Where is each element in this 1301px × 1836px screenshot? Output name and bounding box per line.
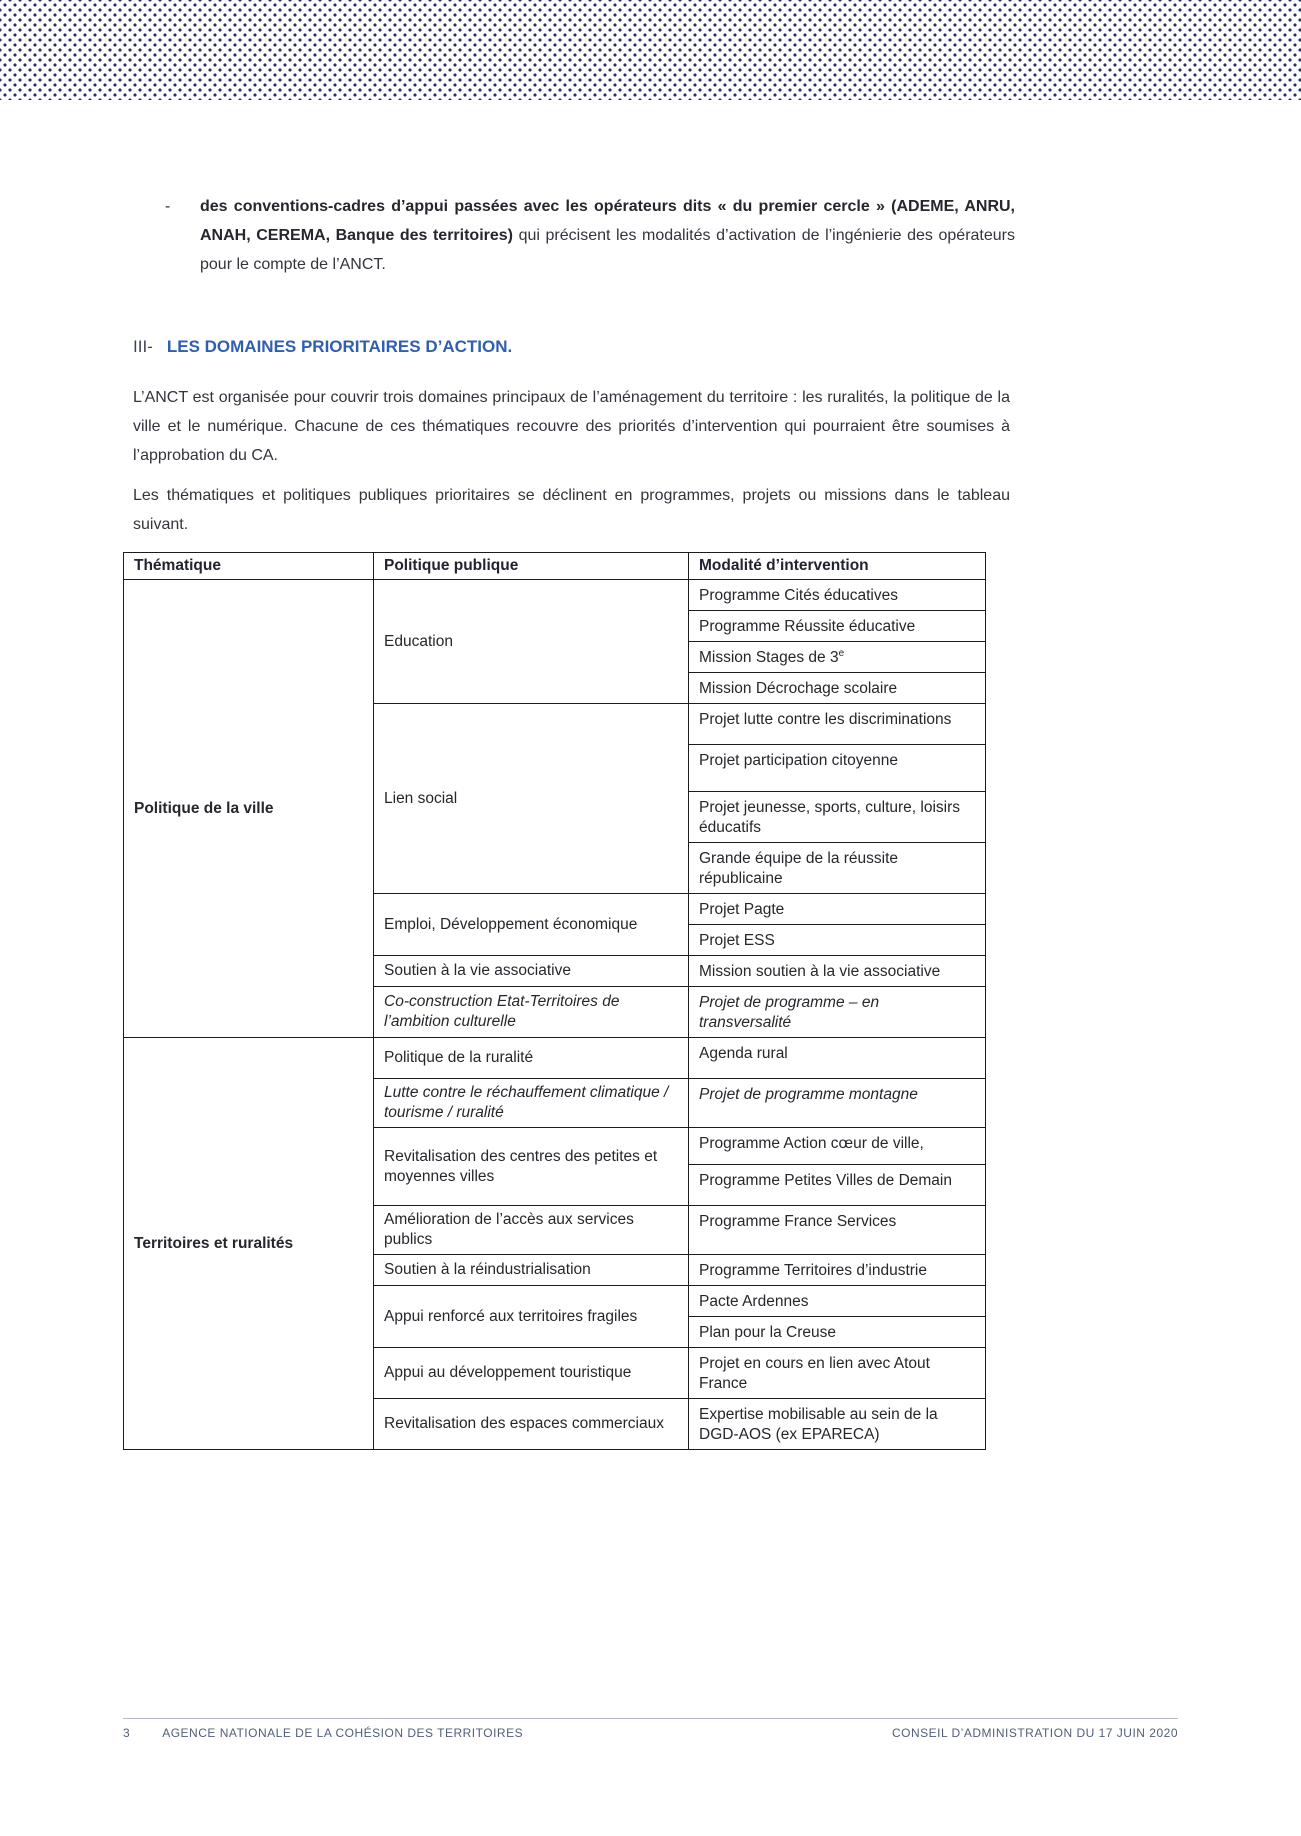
modality-cell: Grande équipe de la réussite républicaine: [689, 843, 986, 894]
policy-cell-education: Education: [374, 580, 689, 704]
section-title: LES DOMAINES PRIORITAIRES D’ACTION.: [166, 337, 513, 356]
page-number: 3: [123, 1726, 131, 1740]
policy-cell-ruralite: Politique de la ruralité: [374, 1038, 689, 1079]
modality-cell: [689, 642, 986, 673]
paragraph-table-lead: Les thématiques et politiques publiques prioritaires se déclinent en programmes, projets ou missions dans le tableau suivant.: [133, 487, 1010, 533]
table-header-row: [124, 553, 986, 580]
col-header-thematique: Thématique: [124, 553, 374, 580]
section-numeral: III-: [133, 337, 153, 356]
bullet-text-rest: qui précisent les modalités d’activation de l’ingénierie des opérateurs pour le compte de l’ANCT.: [200, 227, 1015, 273]
footer-left-text: AGENCE NATIONALE DE LA COHÉSION DES TERRITOIRES: [162, 1726, 524, 1740]
modality-cell: Expertise mobilisable au sein de la DGD-AOS (ex EPARECA): [689, 1399, 986, 1450]
priorities-table: [123, 552, 986, 1450]
footer-left: [123, 1726, 523, 1740]
modality-cell: Projet Pagte: [689, 894, 986, 925]
col-header-modalite: Modalité d’intervention: [689, 553, 986, 580]
policy-cell-revitalisation-centres: Revitalisation des centres des petites et moyennes villes: [374, 1128, 689, 1206]
modality-cell: Projet jeunesse, sports, culture, loisirs éducatifs: [689, 792, 986, 843]
theme-cell-territoires: Territoires et ruralités: [124, 1038, 374, 1450]
footer-right-text: CONSEIL D’ADMINISTRATION DU 17 JUIN 2020: [891, 1726, 1178, 1740]
bullet-item: [165, 192, 1015, 279]
modality-cell: Programme Action cœur de ville,: [689, 1128, 986, 1165]
paragraph-intro: L’ANCT est organisée pour couvrir trois domaines principaux de l’aménagement du territoire : les ruralités, la politique de la ville et le numérique. Chacune de ces thématiques recouvre des priorités d’intervention qui pourraient être soumises à l’approbation du CA.: [133, 389, 1010, 464]
bullet-dash: -: [165, 198, 171, 215]
footer: [123, 1726, 1178, 1740]
modality-cell: Programme Petites Villes de Demain: [689, 1165, 986, 1206]
modality-cell: Programme Territoires d’industrie: [689, 1255, 986, 1286]
modality-cell: Projet lutte contre les discriminations: [689, 704, 986, 745]
policy-cell-emploi: Emploi, Développement économique: [374, 894, 689, 956]
modality-cell: Projet en cours en lien avec Atout France: [689, 1348, 986, 1399]
policy-cell-acces-services: Amélioration de l’accès aux services publics: [374, 1206, 689, 1255]
bullet-paragraph: [200, 192, 1015, 279]
modality-cell: Projet ESS: [689, 925, 986, 956]
modality-cell: Pacte Ardennes: [689, 1286, 986, 1317]
policy-cell-vie-associative: Soutien à la vie associative: [374, 956, 689, 987]
policy-cell-territoires-fragiles: Appui renforcé aux territoires fragiles: [374, 1286, 689, 1348]
policy-cell-lien-social: Lien social: [374, 704, 689, 894]
section-heading: [133, 336, 512, 358]
modality-cell: Programme France Services: [689, 1206, 986, 1255]
policy-cell-espaces-commerciaux: Revitalisation des espaces commerciaux: [374, 1399, 689, 1450]
footer-divider: [123, 1718, 1178, 1719]
superscript-e: e: [838, 647, 845, 659]
policy-cell-reindustrialisation: Soutien à la réindustrialisation: [374, 1255, 689, 1286]
modality-cell: Programme Réussite éducative: [689, 611, 986, 642]
modality-text: Mission Stages de 3: [699, 649, 839, 666]
modality-cell: Mission Décrochage scolaire: [689, 673, 986, 704]
policy-cell-rechauffement: Lutte contre le réchauffement climatique / tourisme / ruralité: [374, 1079, 689, 1128]
table-row: [124, 580, 986, 611]
modality-cell: Agenda rural: [689, 1038, 986, 1079]
modality-cell: Projet de programme montagne: [689, 1079, 986, 1128]
col-header-politique-publique: Politique publique: [374, 553, 689, 580]
modality-cell: Projet de programme – en transversalité: [689, 987, 986, 1038]
theme-cell-politique-ville: Politique de la ville: [124, 580, 374, 1038]
modality-cell: Plan pour la Creuse: [689, 1317, 986, 1348]
modality-cell: Programme Cités éducatives: [689, 580, 986, 611]
policy-cell-coconstruction: Co-construction Etat-Territoires de l’ambition culturelle: [374, 987, 689, 1038]
modality-cell: Projet participation citoyenne: [689, 745, 986, 792]
policy-cell-touristique: Appui au développement touristique: [374, 1348, 689, 1399]
table-row: [124, 1038, 986, 1079]
bullet-text-bold: des conventions-cadres d’appui passées avec les opérateurs dits « du premier cercle » (ADEME, ANRU, ANAH, CEREMA, Banque des territoires): [200, 198, 1015, 244]
modality-cell: Mission soutien à la vie associative: [689, 956, 986, 987]
dotted-header-pattern: [0, 0, 1301, 100]
